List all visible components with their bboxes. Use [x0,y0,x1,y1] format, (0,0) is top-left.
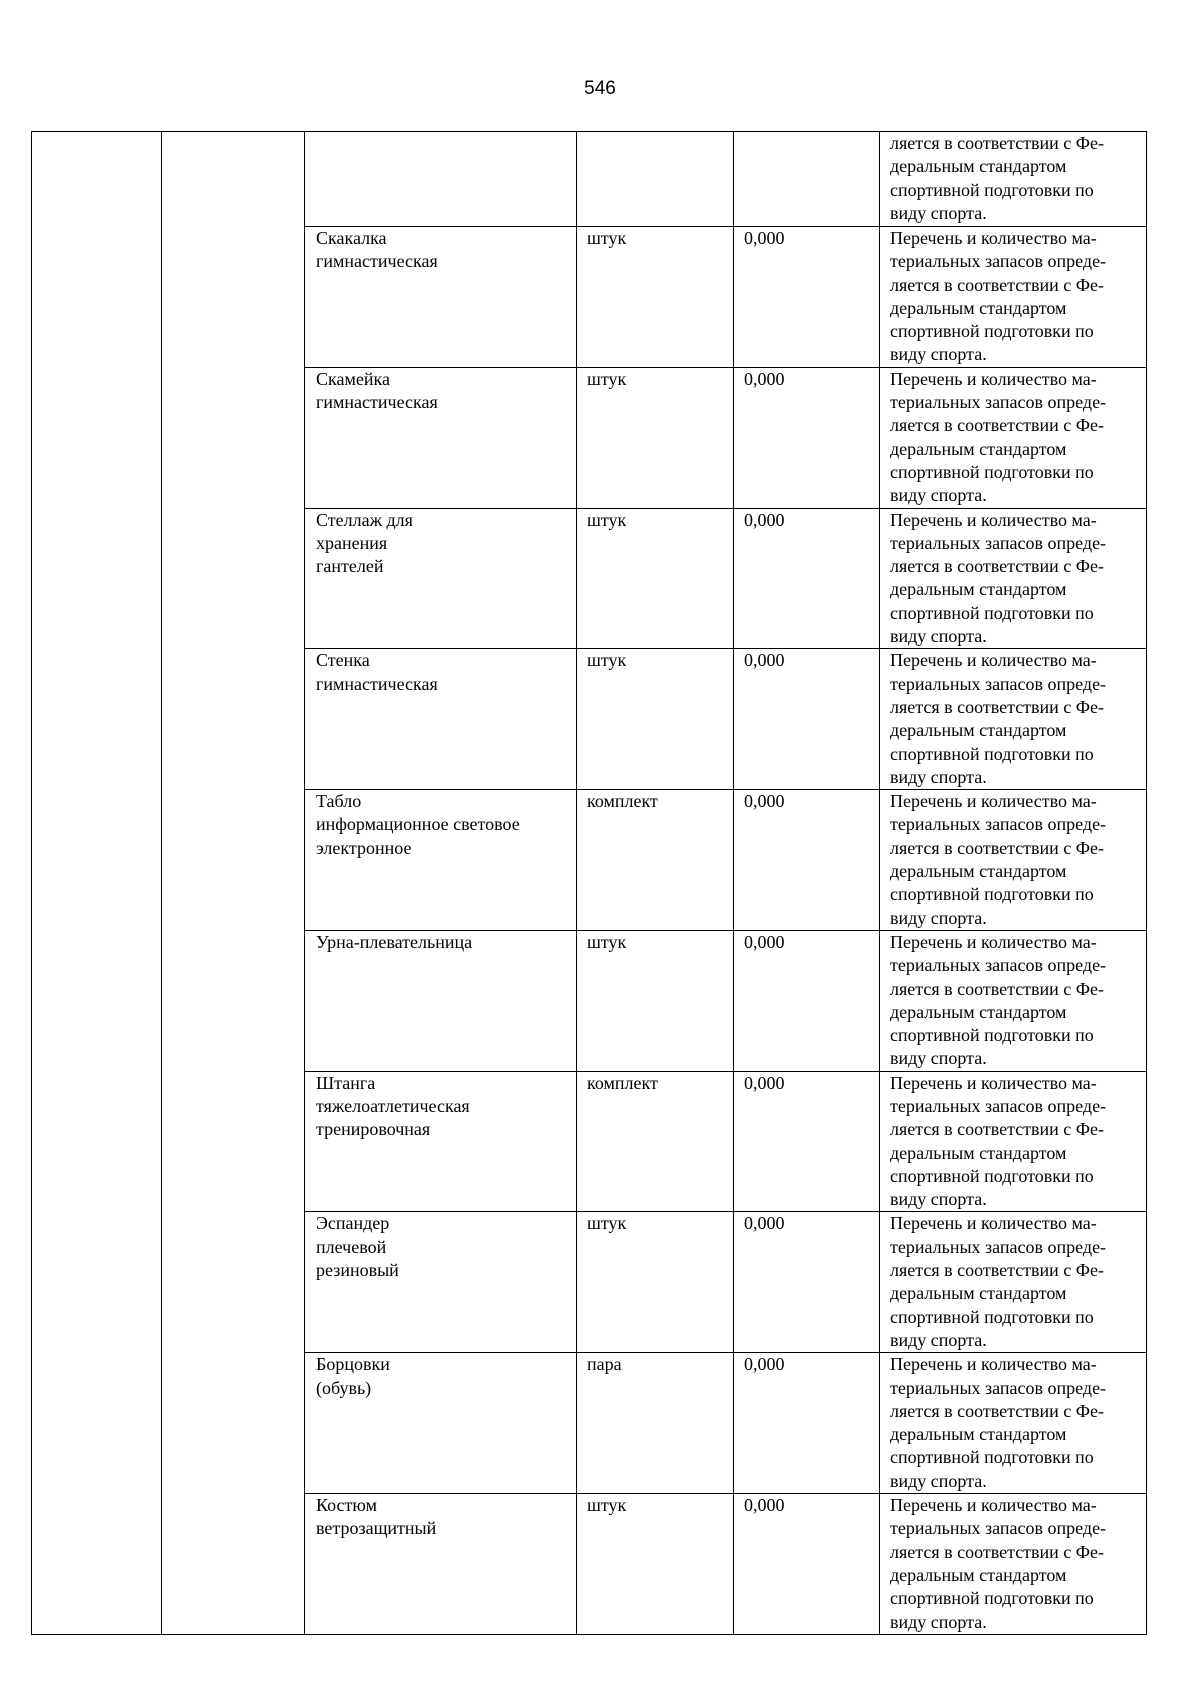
qty-cell [734,227,880,368]
item-quantity: 0,000 [744,1213,785,1234]
item-note: Перечень и количество ма- териальных запасов опреде- ляется в соответствии с Фе- деральным стандартом спортивной подготовки по виду спорта. [890,368,1107,506]
materials-table-body [32,132,1147,1635]
name-cell [305,132,577,227]
item-note: Перечень и количество ма- териальных запасов опреде- ляется в соответствии с Фе- деральным стандартом спортивной подготовки по виду спорта. [890,1213,1107,1350]
note-cell [880,508,1147,649]
unit-cell [577,1353,734,1494]
name-cell [305,930,577,1071]
name-cell [305,649,577,790]
name-cell [305,1212,577,1353]
name-cell [305,508,577,649]
qty-cell [734,508,880,649]
item-note: Перечень и количество ма- териальных запасов опреде- ляется в соответствии с Фе- деральным стандартом спортивной подготовки по виду спорта. [890,1495,1107,1632]
qty-cell [734,790,880,931]
item-name: Стенка гимнастическая [316,650,438,694]
unit-cell [577,367,734,508]
unit-cell [577,508,734,649]
name-cell [305,1494,577,1635]
item-note: Перечень и количество ма- териальных запасов опреде- ляется в соответствии с Фе- деральным стандартом спортивной подготовки по виду спорта. [890,650,1107,787]
item-name: Эспандер плечевой резиновый [316,1213,399,1281]
note-cell [880,790,1147,931]
note-cell [880,1212,1147,1353]
table-row-continued [32,132,1147,227]
qty-cell [734,1353,880,1494]
col-2-merged-cell [162,132,305,1635]
materials-table [31,131,1147,1635]
qty-cell [734,649,880,790]
note-cell [880,1353,1147,1494]
qty-cell [734,132,880,227]
qty-cell [734,367,880,508]
item-note: Перечень и количество ма- териальных запасов опреде- ляется в соответствии с Фе- деральным стандартом спортивной подготовки по виду спорта. [890,228,1107,365]
unit-cell [577,1212,734,1353]
unit-cell [577,790,734,931]
item-note: Перечень и количество ма- териальных запасов опреде- ляется в соответствии с Фе- деральным стандартом спортивной подготовки по виду спорта. [890,509,1107,647]
item-name: Штанга тяжелоатлетическая тренировочная [316,1072,470,1140]
item-unit: штук [587,931,627,952]
name-cell [305,1071,577,1212]
item-unit: штук [587,650,627,671]
qty-cell [734,1494,880,1635]
item-name: Стеллаж для хранения гантелей [316,509,413,577]
item-note: Перечень и количество ма- териальных запасов опреде- ляется в соответствии с Фе- деральным стандартом спортивной подготовки по виду спорта. [890,931,1107,1069]
item-name: Табло информационное световое электронное [316,791,520,858]
page-number: 546 [584,78,616,99]
note-cell [880,1071,1147,1212]
note-cell [880,930,1147,1071]
note-cell [880,367,1147,508]
item-unit: штук [587,228,627,248]
note-cell [880,132,1147,227]
item-quantity: 0,000 [744,791,785,812]
item-unit: пара [587,1354,622,1375]
qty-cell [734,1071,880,1212]
name-cell [305,227,577,368]
col-1-merged-cell [32,132,162,1635]
note-cell [880,227,1147,368]
item-quantity: 0,000 [744,1072,785,1093]
name-cell [305,367,577,508]
item-note: Перечень и количество ма- териальных запасов опреде- ляется в соответствии с Фе- деральным стандартом спортивной подготовки по виду спорта. [890,1072,1107,1210]
name-cell [305,1353,577,1494]
item-quantity: 0,000 [744,1495,785,1516]
note-cell [880,1494,1147,1635]
unit-cell [577,930,734,1071]
item-quantity: 0,000 [744,650,785,671]
item-name: Костюм ветрозащитный [316,1495,437,1539]
name-cell [305,790,577,931]
item-note: Перечень и количество ма- териальных запасов опреде- ляется в соответствии с Фе- деральным стандартом спортивной подготовки по виду спорта. [890,1354,1107,1491]
item-quantity: 0,000 [744,368,785,389]
item-note: Перечень и количество ма- териальных запасов опреде- ляется в соответствии с Фе- деральным стандартом спортивной подготовки по виду спорта. [890,791,1107,928]
item-quantity: 0,000 [744,931,785,952]
item-name: Скамейка гимнастическая [316,368,438,413]
qty-cell [734,930,880,1071]
item-unit: штук [587,368,627,389]
item-name: Урна-плевательница [316,931,473,952]
item-name: Скакалка гимнастическая [316,228,438,272]
qty-cell [734,1212,880,1353]
note-cell [880,649,1147,790]
item-unit: штук [587,1213,627,1234]
note-text: ляется в соответствии с Фе- деральным стандартом спортивной подготовки по виду спорта. [890,133,1105,223]
unit-cell [577,1494,734,1635]
item-unit: штук [587,509,627,530]
unit-cell [577,132,734,227]
unit-cell [577,1071,734,1212]
unit-cell [577,227,734,368]
unit-cell [577,649,734,790]
item-unit: штук [587,1495,627,1516]
item-name: Борцовки (обувь) [316,1354,390,1398]
item-unit: комплект [587,791,658,812]
item-quantity: 0,000 [744,1354,785,1375]
item-unit: комплект [587,1072,658,1093]
item-quantity: 0,000 [744,509,785,530]
item-quantity: 0,000 [744,228,785,248]
